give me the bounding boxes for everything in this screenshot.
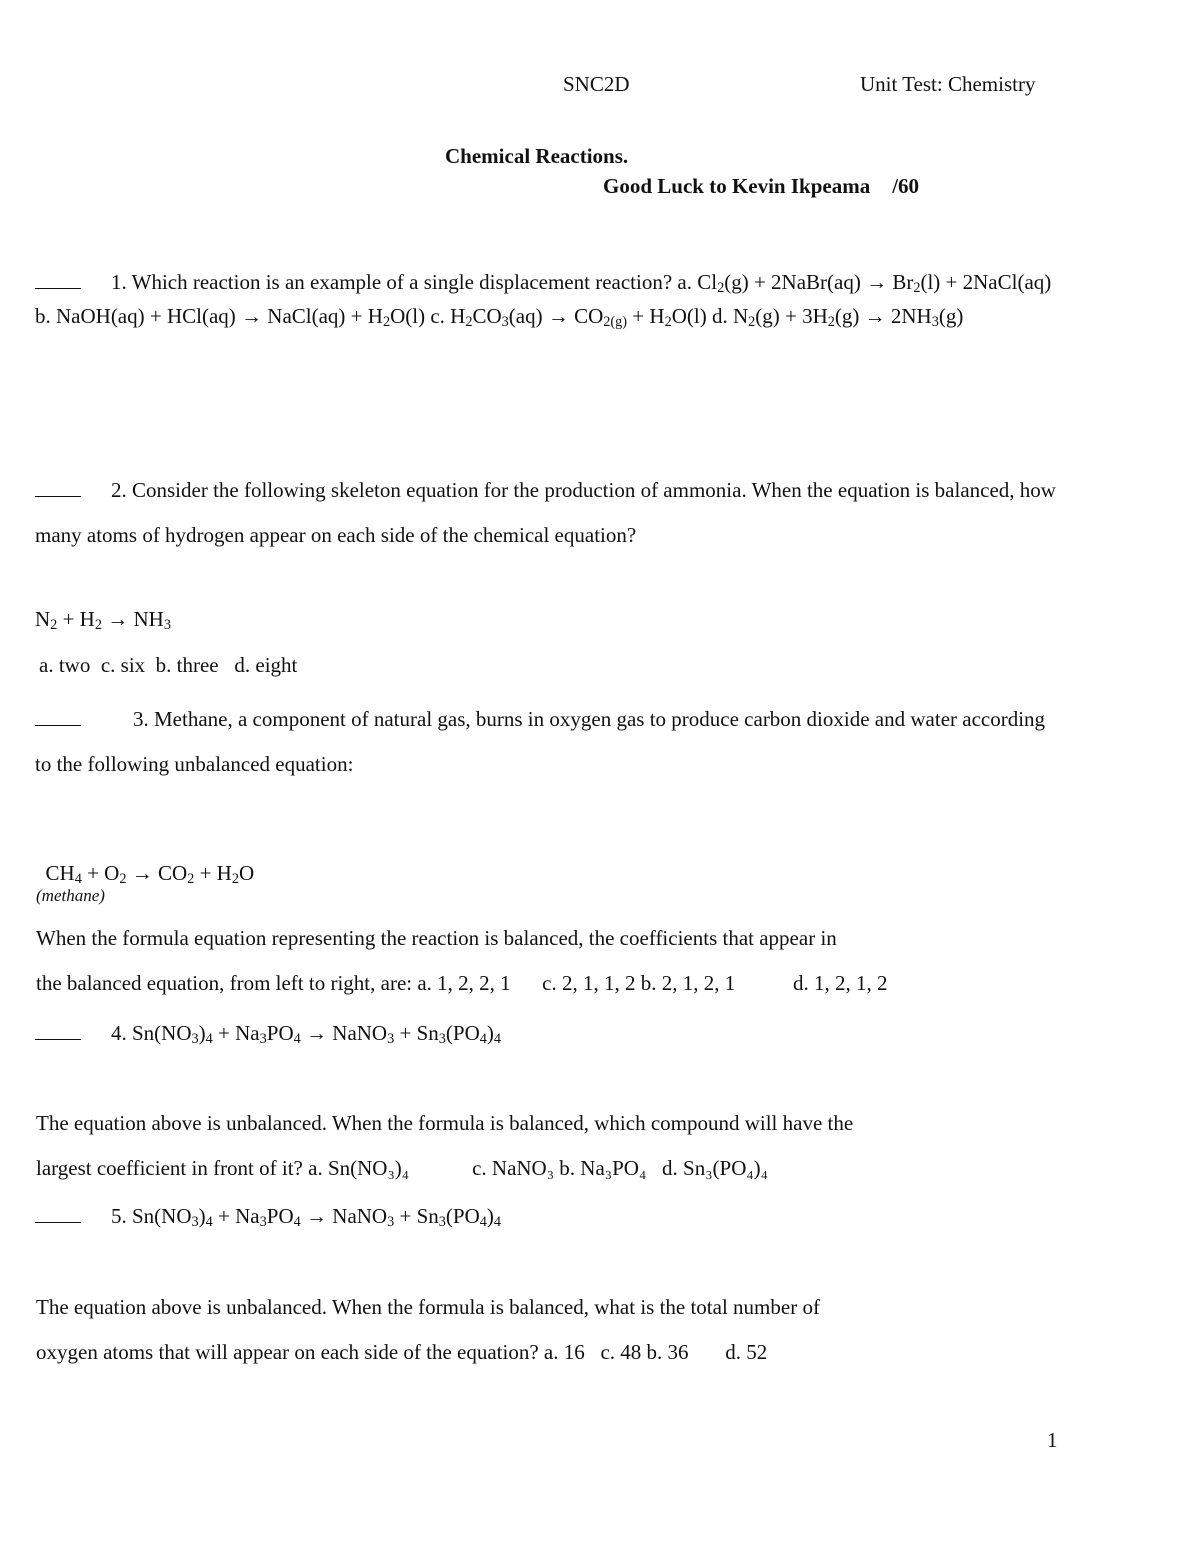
question-2-options: a. two c. six b. three d. eight — [39, 653, 298, 677]
course-code: SNC2D — [563, 72, 630, 96]
page-title: Chemical Reactions. — [445, 144, 629, 168]
good-luck-text: Good Luck to Kevin Ikpeama — [603, 174, 871, 198]
question-5-options: oxygen atoms that will appear on each side of the equation? a. 16 c. 48 b. 36 d. 52 — [36, 1340, 768, 1364]
score-total: /60 — [892, 174, 920, 198]
answer-blank-4 — [35, 1023, 81, 1040]
answer-blank-2 — [35, 480, 81, 497]
question-5-line1: The equation above is unbalanced. When the formula is balanced, what is the total number of — [36, 1295, 820, 1319]
methane-label: (methane) — [36, 886, 105, 905]
answer-blank-5 — [35, 1206, 81, 1223]
question-4-line1: The equation above is unbalanced. When the formula is balanced, which compound will have the — [36, 1111, 854, 1135]
question-5-equation: 5. $Sn(NO_3)_4 + Na_3PO_4$ → NaNO$_3$ + $Sn_3(PO_4)_4$ — [35, 1204, 501, 1229]
equation-ammonia: $N_2 + H_2 \to NH_3$ — [35, 607, 171, 634]
equation-methane: $CH_4 + O_2 \to CO_2 + H_2O$ — [45, 861, 255, 888]
question-3-line1: When the formula equation representing the reaction is balanced, the coefficients that appear in — [36, 926, 837, 950]
answer-blank-3 — [35, 709, 81, 726]
question-3-options: the balanced equation, from left to right, are: a. 1, 2, 2, 1 c. 2, 1, 1, 2 b. 2, 1, 2, 1 d. 1, 2, 1, 2 — [36, 971, 888, 995]
test-title: Unit Test: Chemistry — [860, 72, 1036, 96]
question-2: 2. Consider the following skeleton equation for the production of ammonia. When the equation is balanced, how many atoms of hydrogen appear on each side of the chemical equation? — [35, 478, 1056, 547]
question-4-equation: 4. $Sn(NO_3)_4 + Na_3PO_4$ → NaNO$_3$ + $Sn_3(PO_4)_4$ — [35, 1021, 501, 1046]
question-3: 3. Methane, a component of natural gas, burns in oxygen gas to produce carbon dioxide and water according to the following unbalanced equation: — [35, 707, 1046, 776]
subtitle — [603, 174, 919, 199]
question-1: 1. Which reaction is an example of a single displacement reaction? a. $Cl_2(g)$ + 2NaBr(aq) → $Br_2(l)$ + 2NaCl(aq) b. NaOH(aq) + HCl(aq) → NaCl(aq) + $H_2O(l)$ c. $H_2CO_3(aq) \to CO_{2(g)} + H_2O(l)$ d. $N_2(g) + 3H_2(g) \to 2NH_3(g)$ — [35, 270, 1052, 331]
page-number: 1 — [1047, 1428, 1058, 1452]
question-4-options: largest coefficient in front of it? a. Sn(NO₃)₄ c. NaNO₃ b. Na₃PO₄ d. Sn₃(PO₄)₄ — [36, 1156, 768, 1180]
answer-blank-1 — [35, 272, 81, 289]
